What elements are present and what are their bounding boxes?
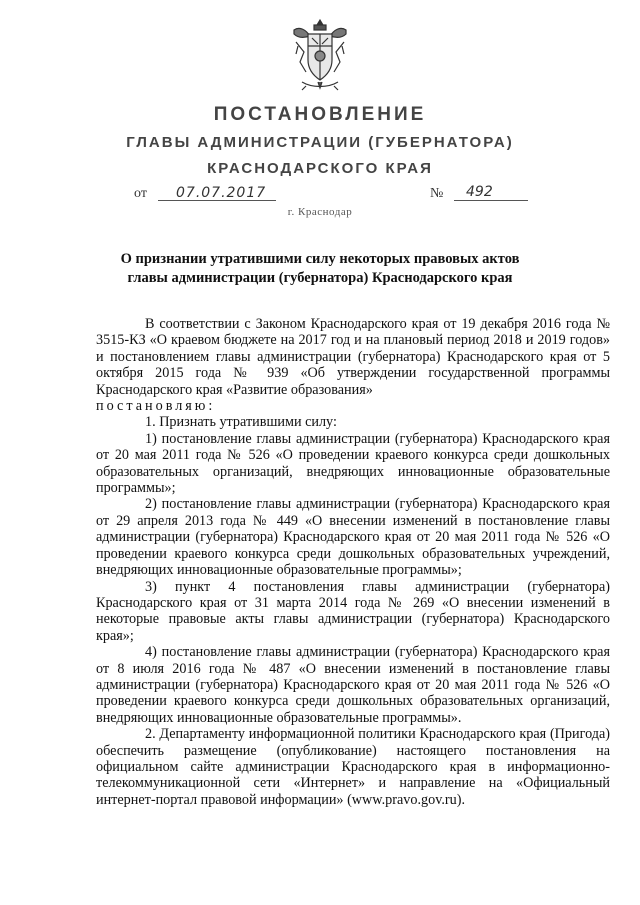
number-prefix: № xyxy=(430,186,444,201)
document-body xyxy=(96,316,610,808)
issuer-heading: ГЛАВЫ АДМИНИСТРАЦИИ (ГУБЕРНАТОРА) xyxy=(126,134,514,151)
number-handwritten: 492 xyxy=(466,184,493,200)
clause-1-item-3: 3) пункт 4 постановления главы администрации (губернатора) Краснодарского края от 31 марта 2014 года № 269 «О внесении изменений в некоторые правовые акты главы администрации (губернатора) Краснодарского края»; xyxy=(96,578,610,644)
region-heading: КРАСНОДАРСКОГО КРАЯ xyxy=(207,160,433,177)
clause-1-item-1: 1) постановление главы администрации (губернатора) Краснодарского края от 20 мая 2011 года № 526 «О проведении краевого конкурса среди дошкольных образовательных организаций, внедряющих инновационные образовательные программы»; xyxy=(96,430,610,497)
date-handwritten: 07.07.2017 xyxy=(176,185,267,201)
coat-of-arms-icon xyxy=(288,16,352,92)
city-label: г. Краснодар xyxy=(287,206,353,218)
document-type-heading: ПОСТАНОВЛЕНИЕ xyxy=(213,104,427,125)
intro-paragraph: В соответствии с Законом Краснодарского края от 19 декабря 2016 года № 3515-КЗ «О краевом бюджете на 2017 год и на плановый период 2018 и 2019 годов» и постановлением главы администрации (губернатора) Краснодарского края от 5 октября 2015 года № 939 «Об утверждении государственной программы Краснодарского края «Развитие образования» xyxy=(96,316,610,398)
clause-1-item-4: 4) постановление главы администрации (губернатора) Краснодарского края от 8 июля 2016 года № 487 «О внесении изменений в постановление главы администрации (губернатора) Краснодарского края от 20 мая 2011 года № 526 «О проведении краевого конкурса среди дошкольных образовательных организаций, внедряющих инновационные образовательные программы». xyxy=(96,644,610,726)
clause-2: 2. Департаменту информационной политики Краснодарского края (Пригода) обеспечить размещение (опубликование) настоящего постановления на официальном сайте администрации Краснодарского края в информационно-телекоммуникационной сети «Интернет» и направление на «Официальный интернет-портал правовой информации» (www.pravo.gov.ru). xyxy=(96,726,610,808)
clause-1: 1. Признать утратившими силу: xyxy=(145,414,337,431)
clause-1-item-2: 2) постановление главы администрации (губернатора) Краснодарского края от 29 апреля 2013 года № 449 «О внесении изменений в постановление главы администрации (губернатора) Краснодарского края от 20 мая 2011 года № 526 «О проведении краевого конкурса среди дошкольных образовательных учреждений, внедряющих инновационные образовательные программы»; xyxy=(96,496,610,579)
decree-word: постановляю: xyxy=(96,398,216,415)
number-underline xyxy=(454,200,528,201)
date-prefix: от xyxy=(134,186,147,201)
document-title: О признании утратившими силу некоторых правовых актов главы администрации (губернатора) Краснодарского края xyxy=(120,251,520,286)
